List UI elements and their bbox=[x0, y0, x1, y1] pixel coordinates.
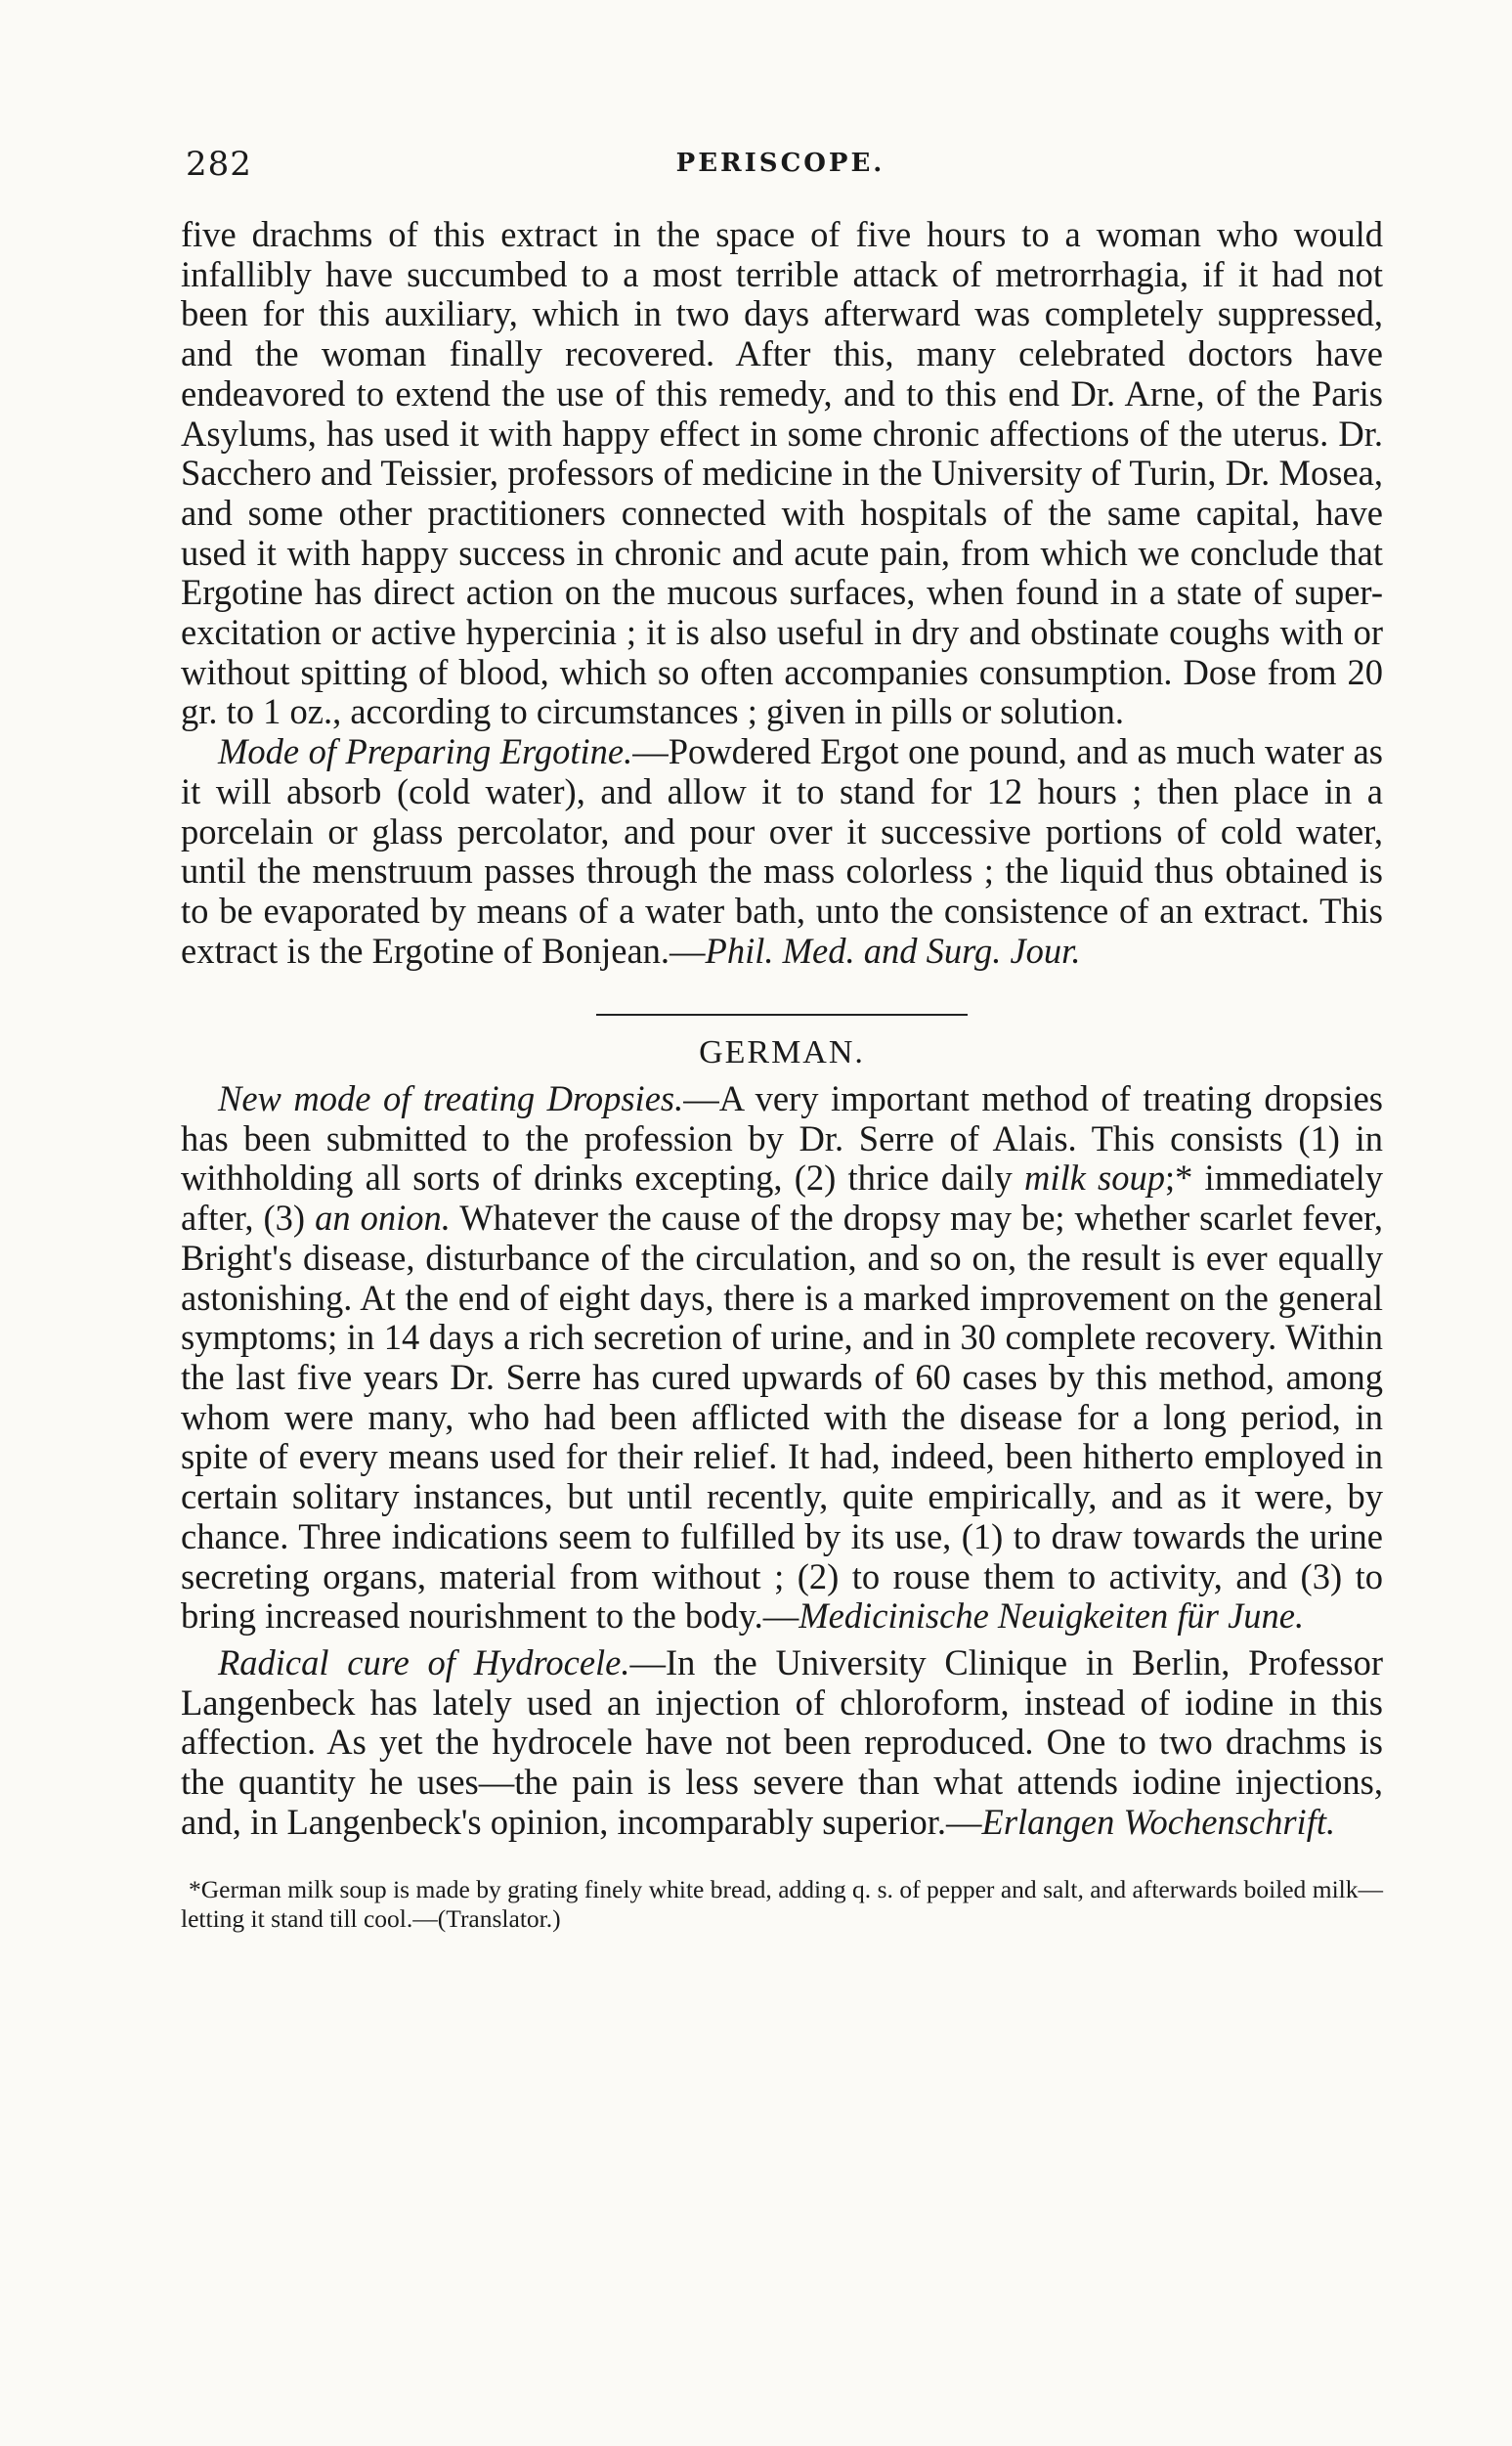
dropsy-text-a: —A very important method of treating dropsies has been submitted to the profession by Dr. Serre of Alais. This consists (1) in withholding all sorts of drinks excepting, (2) thrice daily bbox=[181, 1078, 1383, 1199]
ergotine-preparation-title: Mode of Preparing Ergotine. bbox=[218, 731, 633, 772]
hydrocele-source: Erlangen Wochenschrift. bbox=[981, 1801, 1336, 1842]
body-text bbox=[181, 215, 1383, 1934]
hydrocele-body: —In the University Clinique in Berlin, Professor Langenbeck has lately used an injection of chloroform, instead of iodine in this affection. As yet the hydrocele have not been reproduced. One to two drachms is the quantity he uses—the pain is less severe than what attends iodine injections, and, in Langenbeck's opinion, incomparably superior.— bbox=[181, 1641, 1383, 1842]
dropsy-paragraph bbox=[181, 1079, 1383, 1637]
ergotine-preparation-body: —Powdered Ergot one pound, and as much water as it will absorb (cold water), and allow it to stand for 12 hours ; then place in a porcelain or glass percolator, and pour over it successive portions of cold water, until the menstruum passes through the mass colorless ; the liquid thus obtained is to be evaporated by means of a water bath, unto the consistence of an extract. This extract is the Ergotine of Bonjean.— bbox=[181, 731, 1383, 971]
dropsy-title: New mode of treating Dropsies. bbox=[218, 1078, 684, 1119]
dropsy-milk-soup: milk soup bbox=[1023, 1157, 1165, 1199]
dropsy-onion: an onion. bbox=[315, 1198, 451, 1239]
dropsy-source: Medicinische Neuigkeiten für June. bbox=[799, 1595, 1305, 1637]
page-number: 282 bbox=[186, 145, 252, 184]
dropsy-text-c: Whatever the cause of the dropsy may be; whether scarlet fever, Bright's disease, disturbance of the circulation, and so on, the result is ever equally astonishing. At the end of eight days, there is a marked improvement on the general symptoms; in 14 days a rich secretion of urine, and in 30 complete recovery. Within the last five years Dr. Serre has cured upwards of 60 cases by this method, among whom were many, who had been afflicted with the disease for a long period, in spite of every means used for their relief. It had, indeed, been hitherto employed in certain solitary instances, but until recently, quite empirically, and as it were, by chance. Three indications seem to fulfilled by its use, (1) to draw towards the urine secreting organs, material from without ; (2) to rouse them to activity, and (3) to bring increased nourishment to the body.— bbox=[181, 1198, 1383, 1637]
dropsy-text-b: ;* immediately after, (3) bbox=[181, 1157, 1384, 1239]
ergotine-preparation-paragraph bbox=[181, 732, 1383, 971]
running-head: PERISCOPE. bbox=[675, 149, 886, 178]
section-divider bbox=[596, 1014, 968, 1016]
ergotine-continuation-paragraph: five drachms of this extract in the space of five hours to a woman who would infallibly have succumbed to a most terrible attack of metrorrhagia, if it had not been for this auxiliary, which in two days afterward was completely suppressed, and the woman finally recovered. After this, many celebrated doctors have endeavored to extend the use of this remedy, and to this end Dr. Arne, of the Paris Asylums, has used it with happy effect in some chronic affections of the uterus. Dr. Sacchero and Teissier, professors of medicine in the University of Turin, Dr. Mosea, and some other practitioners connected with hospitals of the same capital, have used it with happy success in chronic and acute pain, from which we conclude that Ergotine has direct action on the mucous surfaces, when found in a state of super-excitation or active hypercinia ; it is also useful in dry and obstinate coughs with or without spitting of blood, which so often accompanies consumption. Dose from 20 gr. to 1 oz., according to circumstances ; given in pills or solution. bbox=[181, 214, 1383, 732]
page-header bbox=[186, 145, 1375, 184]
hydrocele-title: Radical cure of Hydrocele. bbox=[218, 1641, 630, 1682]
footnote: *German milk soup is made by grating finely white bread, adding q. s. of pepper and salt, and afterwards boiled milk—letting it stand till cool.—(Translator.) bbox=[181, 1875, 1383, 1934]
section-heading-german: GERMAN. bbox=[699, 1034, 865, 1071]
ergotine-source: Phil. Med. and Surg. Jour. bbox=[705, 930, 1081, 971]
hydrocele-paragraph bbox=[181, 1643, 1383, 1843]
